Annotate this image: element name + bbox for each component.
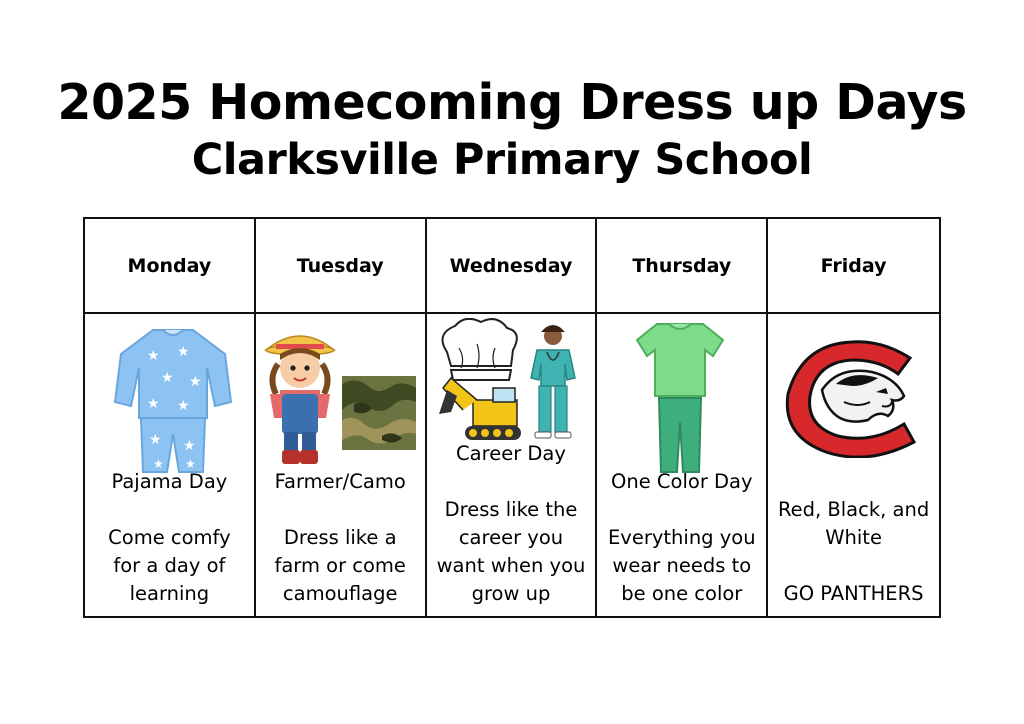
desc-monday-3: learning xyxy=(129,582,210,605)
header-wednesday: Wednesday xyxy=(427,219,598,314)
theme-thursday: One Color Day xyxy=(611,470,753,493)
header-tuesday: Tuesday xyxy=(256,219,427,314)
svg-text:★: ★ xyxy=(149,432,162,448)
theme-tuesday: Farmer/Camo xyxy=(274,470,406,493)
farmer-camo-icon xyxy=(262,324,422,474)
theme-monday: Pajama Day xyxy=(111,470,228,493)
desc-friday-2: White xyxy=(825,526,882,549)
desc-thursday-2: wear needs to xyxy=(612,554,752,577)
desc-friday-4: GO PANTHERS xyxy=(783,582,924,605)
desc-wednesday-2: career you xyxy=(458,526,564,549)
svg-text:★: ★ xyxy=(147,396,160,412)
svg-text:★: ★ xyxy=(183,438,196,454)
page-title: 2025 Homecoming Dress up Days xyxy=(57,74,967,131)
desc-tuesday-3: camouflage xyxy=(282,582,398,605)
desc-friday-3 xyxy=(774,552,933,580)
svg-text:★: ★ xyxy=(161,370,174,386)
cell-tuesday xyxy=(256,314,427,616)
svg-text:★: ★ xyxy=(177,398,190,414)
header-friday: Friday xyxy=(768,219,939,314)
svg-text:★: ★ xyxy=(147,348,160,364)
desc-thursday-1: Everything you xyxy=(607,526,756,549)
desc-thursday-3: be one color xyxy=(621,582,743,605)
career-icon xyxy=(433,318,593,448)
page-subtitle: Clarksville Primary School xyxy=(191,135,813,185)
dress-up-schedule-table xyxy=(83,217,941,618)
theme-wednesday: Career Day xyxy=(456,442,566,465)
svg-text:★: ★ xyxy=(177,344,190,360)
cell-friday xyxy=(768,314,939,616)
svg-text:★: ★ xyxy=(153,457,164,471)
desc-tuesday-1: Dress like a xyxy=(283,526,397,549)
cell-wednesday xyxy=(427,314,598,616)
svg-text:★: ★ xyxy=(185,457,196,471)
desc-wednesday-1: Dress like the xyxy=(444,498,578,521)
svg-text:★: ★ xyxy=(189,374,202,390)
cell-thursday xyxy=(597,314,768,616)
panther-logo-icon xyxy=(782,340,922,458)
desc-monday-1: Come comfy xyxy=(108,526,231,549)
desc-friday-1: Red, Black, and xyxy=(777,498,930,521)
desc-wednesday-4: grow up xyxy=(471,582,551,605)
cell-monday xyxy=(85,314,256,616)
desc-tuesday-2: farm or come xyxy=(274,554,406,577)
header-monday: Monday xyxy=(85,219,256,314)
pajamas-icon xyxy=(113,326,233,476)
header-thursday: Thursday xyxy=(597,219,768,314)
green-outfit-icon xyxy=(635,320,725,476)
desc-wednesday-3: want when you xyxy=(436,554,586,577)
desc-monday-2: for a day of xyxy=(113,554,226,577)
